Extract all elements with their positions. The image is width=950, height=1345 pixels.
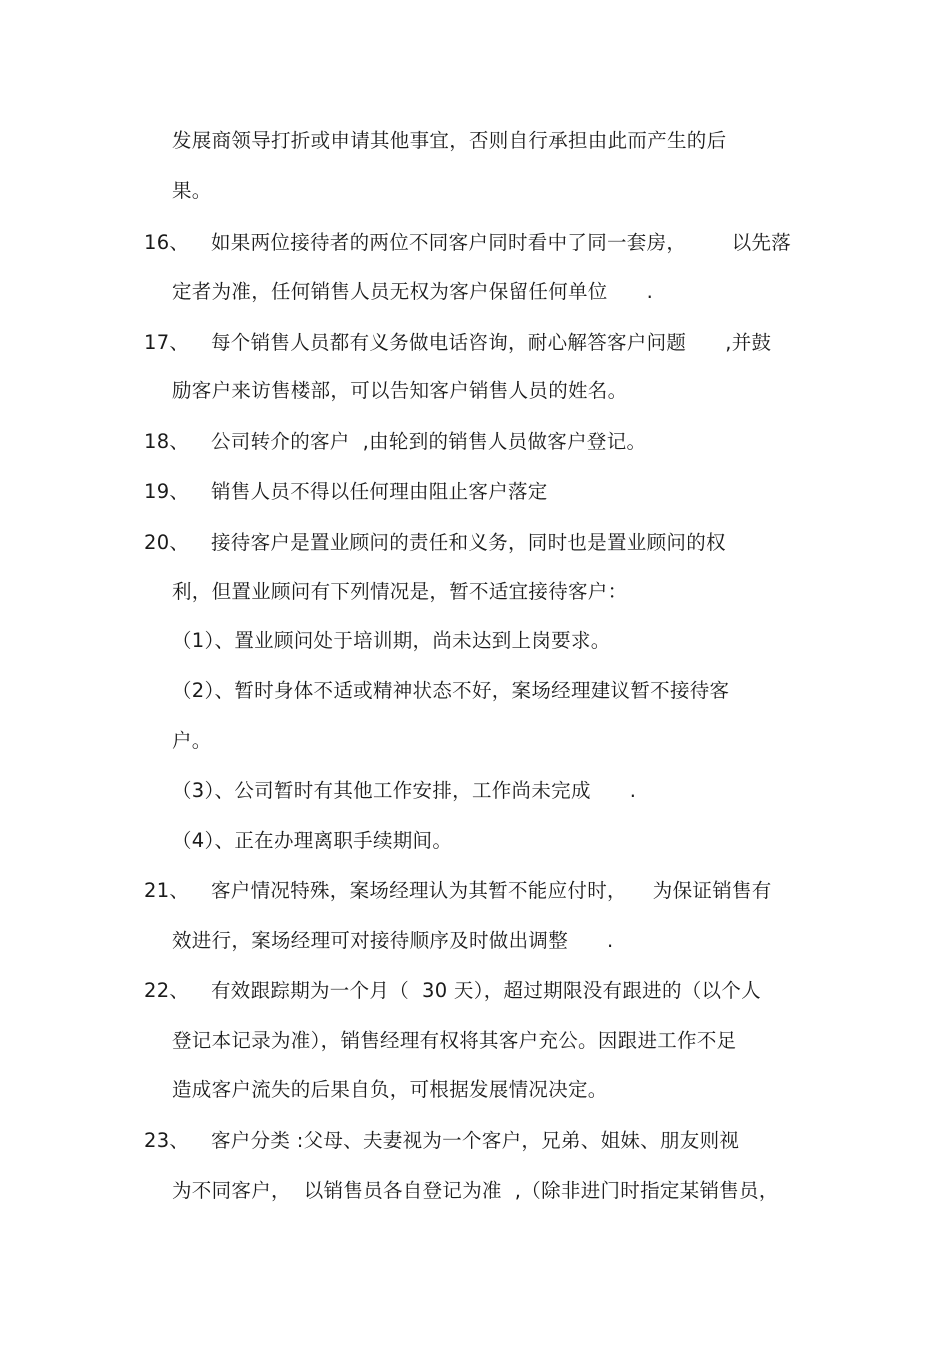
line-text: 销售人员不得以任何理由阻止客户落定 bbox=[211, 480, 548, 503]
item-number: 20、 bbox=[144, 531, 190, 554]
line-text: （1）、置业顾问处于培训期，尚未达到上岗要求。 bbox=[172, 629, 611, 652]
item-number: 19、 bbox=[144, 480, 190, 503]
line-text: 励客户来访售楼部，可以告知客户销售人员的姓名。 bbox=[172, 379, 628, 402]
line-text: 每个销售人员都有义务做电话咨询，耐心解答客户问题 ,并鼓 bbox=[211, 331, 772, 354]
item-number: 22、 bbox=[144, 979, 190, 1002]
line-text: 户。 bbox=[172, 729, 212, 752]
line-text: 如果两位接待者的两位不同客户同时看中了同一套房， 以先落 bbox=[211, 231, 792, 254]
line-text: 发展商领导打折或申请其他事宜，否则自行承担由此而产生的后 bbox=[172, 129, 727, 152]
line-text: 果。 bbox=[172, 179, 212, 202]
line-text: （2）、暂时身体不适或精神状态不好，案场经理建议暂不接待客 bbox=[172, 679, 730, 702]
item-number: 17、 bbox=[144, 331, 190, 354]
item-number: 18、 bbox=[144, 430, 190, 453]
line-text: 客户情况特殊，案场经理认为其暂不能应付时， 为保证销售有 bbox=[211, 879, 772, 902]
item-number: 16、 bbox=[144, 231, 190, 254]
line-text: 接待客户是置业顾问的责任和义务，同时也是置业顾问的权 bbox=[211, 531, 726, 554]
line-text: 效进行，案场经理可对接待顺序及时做出调整 . bbox=[172, 929, 614, 952]
item-number: 23、 bbox=[144, 1129, 190, 1152]
line-text: 利，但置业顾问有下列情况是，暂不适宜接待客户： bbox=[172, 580, 628, 603]
line-text: （3）、公司暂时有其他工作安排，工作尚未完成 . bbox=[172, 779, 637, 802]
line-text: 登记本记录为准），销售经理有权将其客户充公。因跟进工作不足 bbox=[172, 1029, 737, 1052]
line-text: 定者为准，任何销售人员无权为客户保留任何单位 . bbox=[172, 280, 654, 303]
item-number: 21、 bbox=[144, 879, 190, 902]
line-text: 公司转介的客户 ,由轮到的销售人员做客户登记。 bbox=[211, 430, 647, 453]
line-text: （4）、正在办理离职手续期间。 bbox=[172, 829, 453, 852]
line-text: 客户分类 :父母、夫妻视为一个客户，兄弟、姐妹、朋友则视 bbox=[211, 1129, 740, 1152]
line-text: 有效跟踪期为一个月（ 30 天），超过期限没有跟进的（以个人 bbox=[211, 979, 761, 1002]
line-text: 为不同客户， 以销售员各自登记为准 ,（除非进门时指定某销售员， bbox=[172, 1179, 779, 1202]
line-text: 造成客户流失的后果自负，可根据发展情况决定。 bbox=[172, 1078, 608, 1101]
